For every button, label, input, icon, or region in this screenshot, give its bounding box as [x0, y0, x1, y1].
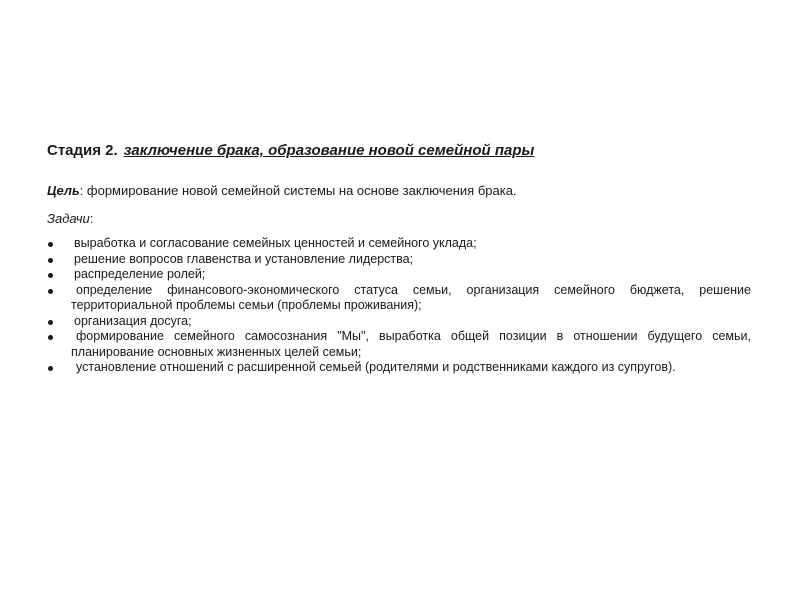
list-item	[47, 329, 751, 360]
bullet-icon	[48, 366, 53, 371]
bullet-icon	[48, 289, 53, 294]
list-item	[47, 360, 751, 376]
list-item-text: определение финансового-экономического статуса семьи, организация семейного бюджета, решение территориальной проблемы семьи (проблемы проживания);	[71, 282, 751, 312]
bullet-icon	[48, 242, 53, 247]
list-item-text: распределение ролей;	[74, 267, 206, 281]
list-item	[47, 252, 751, 268]
list-item	[47, 236, 751, 252]
tasks-label: Задачи	[47, 211, 90, 226]
list-item	[47, 283, 751, 314]
goal-text: : формирование новой семейной системы на основе заключения брака.	[79, 183, 517, 198]
goal-label: Цель	[47, 183, 80, 198]
bullet-icon	[48, 320, 53, 325]
bullet-icon	[48, 258, 53, 263]
list-item-text: организация досуга;	[74, 313, 192, 328]
bullet-icon	[48, 335, 53, 340]
goal-line	[47, 182, 751, 199]
slide-content	[47, 141, 751, 376]
tasks-heading	[47, 210, 751, 227]
list-item-text: установление отношений с расширенной семьей (родителями и родственниками каждого из супругов).	[76, 360, 676, 374]
list-item	[47, 314, 751, 330]
list-item-text: формирование семейного самосознания "Мы", выработка общей позиции в отношении будущего семьи, планирование основных жизненных целей семьи;	[71, 329, 751, 359]
stage-title: заключение брака, образование новой семейной пары	[123, 142, 535, 159]
stage-heading	[47, 141, 751, 161]
bullet-icon	[48, 273, 53, 278]
list-item	[47, 267, 751, 283]
list-item-text: выработка и согласование семейных ценностей и семейного уклада;	[74, 236, 477, 250]
tasks-label-suffix: :	[89, 211, 94, 226]
stage-number: Стадия 2.	[47, 142, 118, 159]
tasks-list	[47, 236, 751, 376]
list-item-text: решение вопросов главенства и установление лидерства;	[74, 251, 414, 266]
